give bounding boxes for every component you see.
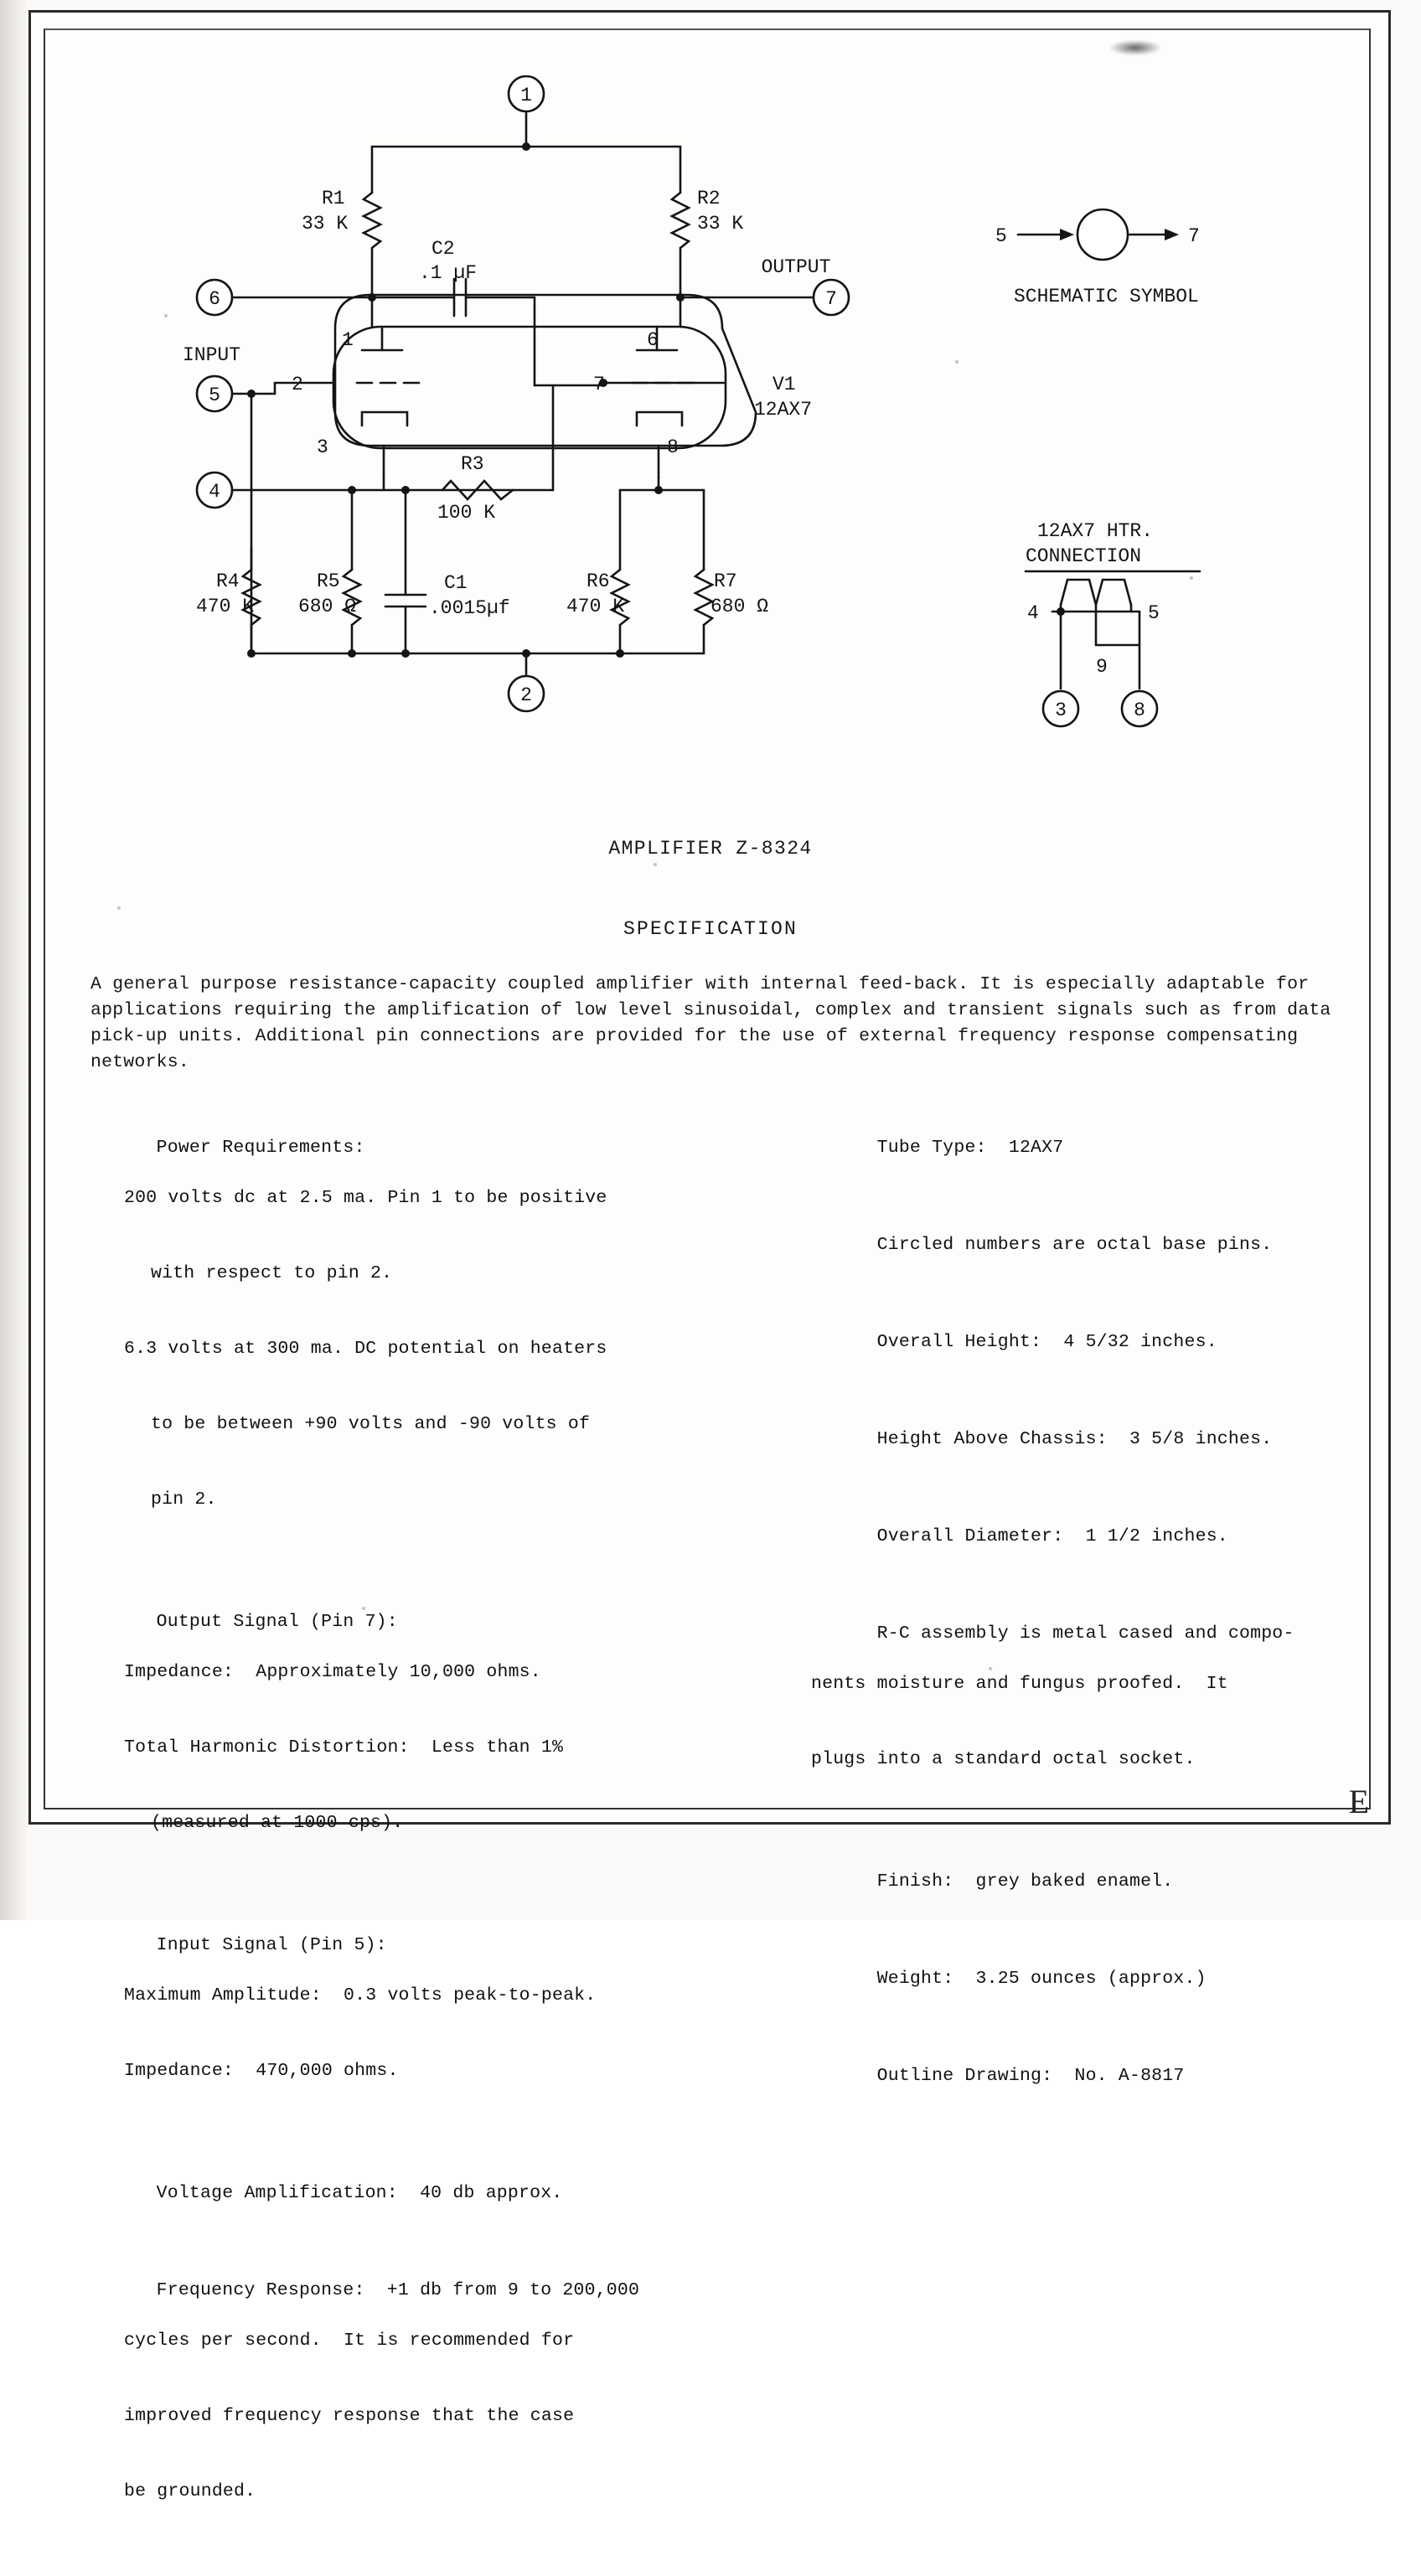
scan-speck: [117, 906, 121, 910]
assembly-line-1: R-C assembly is metal cased and compo-: [876, 1624, 1294, 1644]
page-left-shadow: [0, 0, 28, 1920]
scan-speck: [955, 360, 959, 364]
label-R4-value: 470 K: [196, 596, 255, 617]
circled-numbers-block: [811, 1207, 1347, 1283]
assembly-block: [811, 1596, 1347, 1822]
overall-height-block: [811, 1304, 1347, 1380]
output-line-1: Impedance: Approximately 10,000 ohms.: [124, 1662, 541, 1682]
label-R3-ref: R3: [461, 453, 484, 475]
label-output: OUTPUT: [761, 256, 831, 278]
schematic-diagram: [50, 34, 1366, 863]
symbol-pin-out: 7: [1188, 225, 1200, 247]
symbol-caption: SCHEMATIC SYMBOL: [1014, 286, 1199, 307]
pin-label-4: 4: [209, 481, 220, 503]
specification-heading: SPECIFICATION: [623, 918, 798, 940]
heater-octal-8: 8: [1134, 699, 1145, 721]
scan-speck: [1190, 576, 1193, 580]
label-R1-value: 33 K: [302, 213, 349, 235]
power-line-3: 6.3 volts at 300 ma. DC potential on heaters: [124, 1339, 607, 1359]
label-R2-value: 33 K: [697, 213, 744, 235]
label-R6-ref: R6: [586, 570, 610, 592]
tube-pin-1: 1: [342, 329, 354, 351]
label-R7-value: 680 Ω: [710, 596, 769, 617]
intro-paragraph: A general purpose resistance-capacity coupled amplifier with internal feed-back. It is especially adaptable for applications requiring the amplification of low level sinusoidal, complex and transient signals such as from data pick-up units. Additional pin connections are provided for the use of external frequency response compensating networks.: [90, 974, 1331, 1072]
heater-pin-9: 9: [1096, 656, 1108, 678]
scan-speck: [989, 1667, 992, 1670]
label-R6-value: 470 K: [566, 596, 625, 617]
schematic-symbol-group: [995, 209, 1200, 307]
heater-pin-4: 4: [1027, 602, 1039, 624]
assembly-line-2: nents moisture and fungus proofed. It: [811, 1674, 1228, 1694]
label-R5-ref: R5: [317, 570, 340, 592]
circled-numbers-note: Circled numbers are octal base pins.: [876, 1235, 1273, 1255]
tube-pin-3: 3: [317, 436, 328, 458]
frequency-line-4: be grounded.: [124, 2481, 256, 2501]
power-line-5: pin 2.: [151, 1489, 217, 1510]
label-C2-value: .1 µF: [419, 262, 478, 284]
pin-label-6: 6: [209, 288, 220, 310]
tube-pin-7: 7: [593, 374, 605, 395]
frequency-line-1: Frequency Response: +1 db from 9 to 200,000: [156, 2280, 640, 2300]
overall-diameter-block: [811, 1499, 1347, 1574]
corner-mark: E: [1348, 1783, 1369, 1820]
heater-pin-5: 5: [1148, 602, 1160, 624]
label-R4-ref: R4: [216, 570, 240, 592]
symbol-pin-in: 5: [995, 225, 1007, 247]
label-12AX7: 12AX7: [754, 399, 813, 421]
label-input: INPUT: [183, 344, 241, 366]
heater-caption-2: CONNECTION: [1026, 545, 1142, 567]
power-line-1: 200 volts dc at 2.5 ma. Pin 1 to be positive: [124, 1188, 607, 1208]
frequency-line-3: improved frequency response that the case: [124, 2406, 575, 2426]
scan-speck: [164, 314, 168, 317]
heater-octal-3: 3: [1055, 699, 1067, 721]
pin-label-7: 7: [825, 288, 837, 310]
right-spec-column: [811, 1110, 1347, 2135]
frequency-response-block: [90, 2253, 811, 2554]
overall-diameter: Overall Diameter: 1 1/2 inches.: [876, 1526, 1228, 1546]
tube-type: Tube Type: 12AX7: [876, 1138, 1064, 1158]
weight-block: [811, 1941, 1347, 2016]
pin-label-2: 2: [520, 684, 532, 706]
power-requirements-block: [90, 1110, 811, 1562]
label-V1: V1: [773, 374, 796, 395]
outline-drawing-block: [811, 2038, 1347, 2114]
tube-pin-2: 2: [292, 374, 303, 395]
voltage-amplification-block: [90, 2155, 811, 2231]
label-R2-ref: R2: [697, 188, 721, 209]
input-line-1: Maximum Amplitude: 0.3 volts peak-to-peak.: [124, 1985, 597, 2006]
heater-caption-1: 12AX7 HTR.: [1037, 520, 1154, 542]
height-above-chassis-block: [811, 1402, 1347, 1477]
label-R3-value: 100 K: [437, 502, 496, 524]
outline-drawing: Outline Drawing: No. A-8817: [876, 2066, 1185, 2086]
label-C2-ref: C2: [431, 238, 455, 260]
height-above-chassis: Height Above Chassis: 3 5/8 inches.: [876, 1429, 1273, 1449]
input-line-2: Impedance: 470,000 ohms.: [124, 2061, 399, 2081]
finish-block: [811, 1844, 1347, 1919]
assembly-line-3: plugs into a standard octal socket.: [811, 1749, 1196, 1769]
tube-type-block: [811, 1110, 1347, 1185]
output-line-2: Total Harmonic Distortion: Less than 1%: [124, 1737, 564, 1758]
finish: Finish: grey baked enamel.: [876, 1871, 1174, 1892]
tube-pin-8: 8: [667, 436, 679, 458]
label-C1-ref: C1: [444, 572, 468, 594]
weight: Weight: 3.25 ounces (approx.): [876, 1969, 1207, 1989]
left-spec-column: [90, 1110, 811, 2576]
output-heading: Output Signal (Pin 7):: [156, 1612, 398, 1632]
power-heading: Power Requirements:: [156, 1138, 365, 1158]
voltage-amplification: Voltage Amplification: 40 db approx.: [156, 2183, 563, 2203]
power-line-2: with respect to pin 2.: [151, 1263, 393, 1283]
scan-speck: [362, 1607, 365, 1610]
input-heading: Input Signal (Pin 5):: [156, 1935, 387, 1955]
label-R1-ref: R1: [322, 188, 345, 209]
label-R7-ref: R7: [714, 570, 737, 592]
label-C1-value: .0015µf: [429, 597, 510, 619]
output-line-3: (measured at 1000 cps).: [151, 1813, 404, 1833]
heater-connection-group: [1026, 520, 1200, 726]
amplifier-title: AMPLIFIER Z-8324: [608, 838, 813, 860]
output-signal-block: [90, 1584, 811, 1886]
power-line-4: to be between +90 volts and -90 volts of: [151, 1414, 591, 1434]
overall-height: Overall Height: 4 5/32 inches.: [876, 1332, 1217, 1352]
scan-speck: [654, 863, 657, 866]
input-signal-block: [90, 1907, 811, 2134]
frequency-line-2: cycles per second. It is recommended for: [124, 2331, 575, 2351]
label-R5-value: 680 Ω: [298, 596, 357, 617]
pin-label-5: 5: [209, 385, 220, 406]
tube-pin-6: 6: [647, 329, 659, 351]
pin-label-1: 1: [520, 85, 532, 106]
